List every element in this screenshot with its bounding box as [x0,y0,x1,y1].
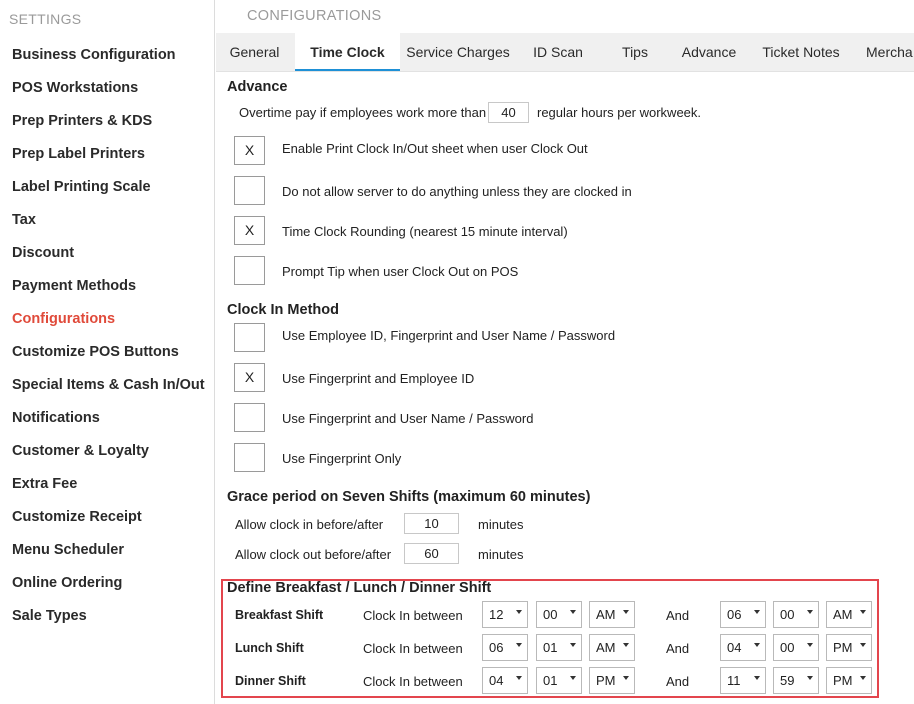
dinner-end-ampm-select[interactable] [826,667,872,694]
prompt-tip-checkbox[interactable] [234,256,265,285]
overtime-hours-input[interactable] [488,102,529,123]
lunch-start-minute-value: 01 [543,640,558,655]
chevron-down-icon [516,610,522,614]
chevron-down-icon [570,676,576,680]
lunch-shift-label: Lunch Shift [235,641,304,655]
lunch-end-hour-select[interactable] [720,634,766,661]
lunch-start-ampm-value: AM [596,640,616,655]
dinner-end-hour-value: 11 [727,673,741,688]
sidebar-item-sale-types[interactable]: Sale Types [12,608,87,624]
sidebar-item-discount[interactable]: Discount [12,245,75,261]
sidebar-item-prep-label-printers[interactable]: Prep Label Printers [12,146,145,162]
method-fingerprint-password-label: Use Fingerprint and User Name / Password [282,411,534,426]
advance-heading: Advance [227,79,288,95]
breakfast-end-minute-value: 00 [780,607,795,622]
breakfast-start-ampm-value: AM [596,607,616,622]
breakfast-shift-label: Breakfast Shift [235,608,324,622]
sidebar-title: SETTINGS [9,11,82,27]
sidebar-item-notifications[interactable]: Notifications [12,410,100,426]
chevron-down-icon [516,643,522,647]
dinner-start-minute-select[interactable] [536,667,582,694]
dinner-start-hour-value: 04 [489,673,504,688]
method-fingerprint-only-label: Use Fingerprint Only [282,451,402,466]
breakfast-end-hour-value: 06 [727,607,742,622]
dinner-end-hour-select[interactable] [720,667,766,694]
breakfast-start-ampm-select[interactable] [589,601,635,628]
dinner-start-ampm-value: PM [596,673,616,688]
clock-in-grace-unit: minutes [478,517,524,532]
lunch-and-label: And [666,641,690,656]
sidebar-item-tax[interactable]: Tax [12,212,36,228]
breakfast-start-minute-select[interactable] [536,601,582,628]
chevron-down-icon [754,643,760,647]
sidebar-item-menu-scheduler[interactable]: Menu Scheduler [12,542,124,558]
chevron-down-icon [623,643,629,647]
method-employee-id-fingerprint-password-label: Use Employee ID, Fingerprint and User Name / Password [282,328,616,343]
dinner-between-label: Clock In between [363,674,463,689]
method-fingerprint-employee-id-checkbox[interactable]: X [234,363,265,392]
time-clock-rounding-checkbox[interactable]: X [234,216,265,245]
tab-ticket-notes[interactable]: Ticket Notes [762,44,840,60]
shift-heading: Define Breakfast / Lunch / Dinner Shift [227,580,492,596]
chevron-down-icon [754,676,760,680]
method-employee-id-fingerprint-password-checkbox[interactable] [234,323,265,352]
lunch-end-ampm-select[interactable] [826,634,872,661]
dinner-and-label: And [666,674,690,689]
chevron-down-icon [860,676,866,680]
sidebar-item-customize-receipt[interactable]: Customize Receipt [12,509,142,525]
sidebar-item-special-items-cash[interactable]: Special Items & Cash In/Out [12,377,205,393]
lunch-end-minute-select[interactable] [773,634,819,661]
settings-sidebar [0,0,215,704]
print-clock-sheet-checkbox[interactable]: X [234,136,265,165]
clock-out-grace-input[interactable] [404,543,459,564]
sidebar-item-business-configuration[interactable]: Business Configuration [12,47,176,63]
grace-period-heading: Grace period on Seven Shifts (maximum 60 minutes) [227,489,591,505]
chevron-down-icon [570,610,576,614]
tab-merchant[interactable]: Mercha [866,44,913,60]
method-fingerprint-password-checkbox[interactable] [234,403,265,432]
lunch-between-label: Clock In between [363,641,463,656]
clock-out-grace-label: Allow clock out before/after [235,547,392,562]
breakfast-end-ampm-select[interactable] [826,601,872,628]
breakfast-and-label: And [666,608,690,623]
lunch-end-minute-value: 00 [780,640,795,655]
tab-advance[interactable]: Advance [681,44,737,60]
tab-bar [216,33,914,72]
overtime-prefix: Overtime pay if employees work more than [239,105,487,120]
sidebar-item-online-ordering[interactable]: Online Ordering [12,575,123,591]
prompt-tip-label: Prompt Tip when user Clock Out on POS [282,264,519,279]
lunch-end-hour-value: 04 [727,640,742,655]
dinner-start-minute-value: 01 [543,673,558,688]
lunch-start-hour-value: 06 [489,640,504,655]
dinner-start-hour-select[interactable] [482,667,528,694]
sidebar-item-configurations[interactable]: Configurations [12,311,116,327]
page-title: CONFIGURATIONS [247,8,382,24]
tab-service-charges[interactable]: Service Charges [406,44,510,60]
method-fingerprint-only-checkbox[interactable] [234,443,265,472]
sidebar-item-customer-loyalty[interactable]: Customer & Loyalty [12,443,149,459]
overtime-suffix: regular hours per workweek. [537,105,702,120]
chevron-down-icon [623,610,629,614]
dinner-end-minute-value: 59 [780,673,795,688]
dinner-end-minute-select[interactable] [773,667,819,694]
require-clock-in-checkbox[interactable] [234,176,265,205]
dinner-end-ampm-value: PM [833,673,853,688]
lunch-start-minute-select[interactable] [536,634,582,661]
sidebar-item-pos-workstations[interactable]: POS Workstations [12,80,139,96]
require-clock-in-label: Do not allow server to do anything unless they are clocked in [282,184,632,199]
sidebar-item-prep-printers-kds[interactable]: Prep Printers & KDS [12,113,153,129]
chevron-down-icon [860,643,866,647]
clock-in-grace-label: Allow clock in before/after [235,517,384,532]
dinner-shift-label: Dinner Shift [235,674,306,688]
chevron-down-icon [807,643,813,647]
chevron-down-icon [754,610,760,614]
breakfast-between-label: Clock In between [363,608,463,623]
tab-general[interactable]: General [229,44,280,60]
chevron-down-icon [860,610,866,614]
sidebar-item-label-printing-scale[interactable]: Label Printing Scale [12,179,151,195]
tab-tips[interactable]: Tips [622,44,648,60]
clock-in-grace-input[interactable] [404,513,459,534]
chevron-down-icon [807,610,813,614]
chevron-down-icon [516,676,522,680]
breakfast-start-hour-value: 12 [489,607,504,622]
lunch-start-hour-select[interactable] [482,634,528,661]
lunch-end-ampm-value: PM [833,640,853,655]
breakfast-end-ampm-value: AM [833,607,853,622]
lunch-start-ampm-select[interactable] [589,634,635,661]
print-clock-sheet-label: Enable Print Clock In/Out sheet when user Clock Out [282,141,588,156]
tab-time-clock[interactable]: Time Clock [295,33,400,72]
breakfast-end-hour-select[interactable] [720,601,766,628]
clock-in-method-heading: Clock In Method [227,302,339,318]
chevron-down-icon [623,676,629,680]
time-clock-rounding-label: Time Clock Rounding (nearest 15 minute interval) [282,224,568,239]
chevron-down-icon [807,676,813,680]
sidebar-item-customize-pos-buttons[interactable]: Customize POS Buttons [12,344,179,360]
chevron-down-icon [570,643,576,647]
tab-id-scan[interactable]: ID Scan [533,44,583,60]
sidebar-item-payment-methods[interactable]: Payment Methods [12,278,137,294]
sidebar-item-extra-fee[interactable]: Extra Fee [12,476,78,492]
breakfast-start-minute-value: 00 [543,607,558,622]
clock-out-grace-unit: minutes [478,547,524,562]
breakfast-start-hour-select[interactable] [482,601,528,628]
breakfast-end-minute-select[interactable] [773,601,819,628]
dinner-start-ampm-select[interactable] [589,667,635,694]
method-fingerprint-employee-id-label: Use Fingerprint and Employee ID [282,371,475,386]
sidebar-nav [0,39,214,633]
